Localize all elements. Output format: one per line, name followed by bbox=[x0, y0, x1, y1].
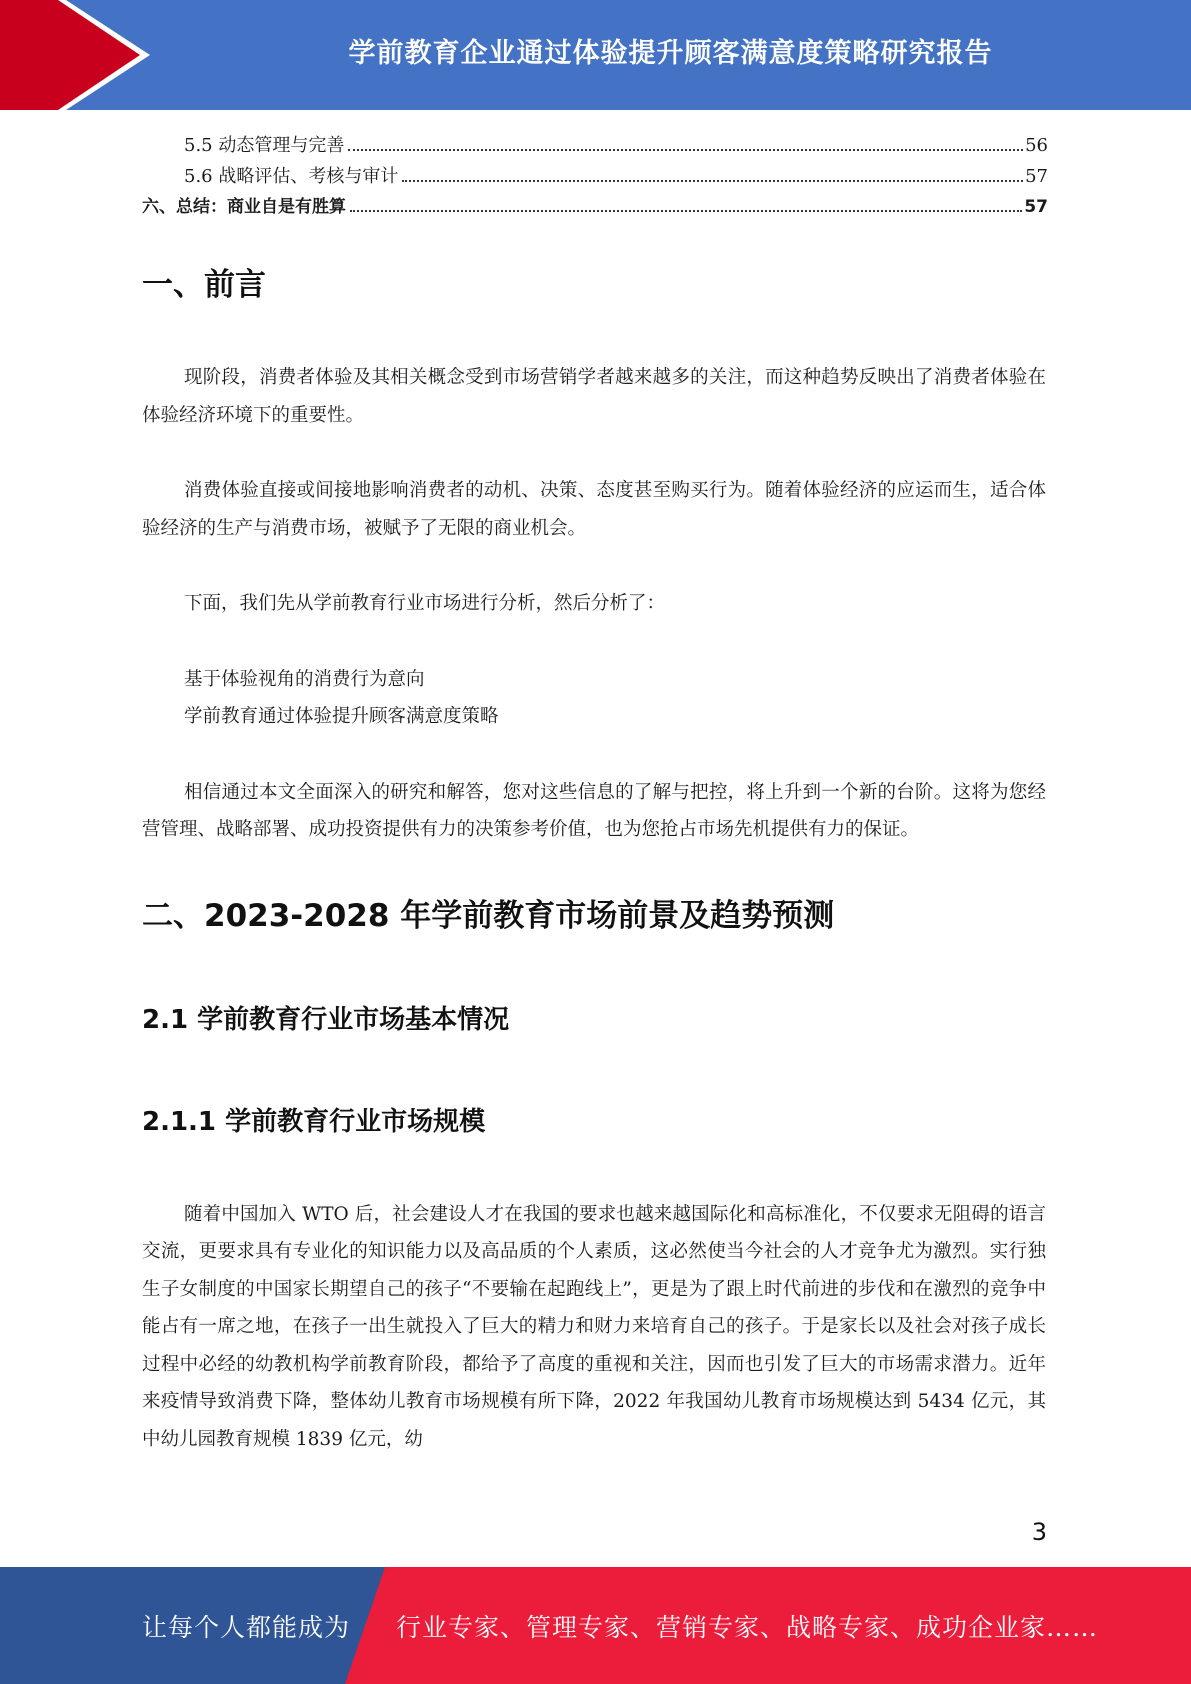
toc-item-page: 57 bbox=[1024, 197, 1048, 217]
paragraph: 消费体验直接或间接地影响消费者的动机、决策、态度甚至购买行为。随着体验经济的应运而生，适合体验经济的生产与消费市场，被赋予了无限的商业机会。 bbox=[142, 480, 1046, 539]
header-title: 学前教育企业通过体验提升顾客满意度策略研究报告 bbox=[348, 37, 993, 69]
toc-leader bbox=[348, 149, 1023, 151]
document-body bbox=[142, 255, 1046, 1458]
footer-slogan-left: 让每个人都能成为 bbox=[142, 1612, 351, 1642]
subsection-heading: 2.1.1 学前教育行业市场规模 bbox=[142, 1106, 486, 1137]
toc-item[interactable] bbox=[142, 192, 1048, 223]
toc-item-page: 57 bbox=[1025, 166, 1048, 187]
section-heading-preface: 一、前言 bbox=[142, 267, 266, 303]
list-item: 基于体验视角的消费行为意向 bbox=[184, 668, 425, 690]
subsection-heading: 2.1 学前教育行业市场基本情况 bbox=[142, 1004, 510, 1035]
toc-item[interactable] bbox=[142, 161, 1048, 192]
toc-item[interactable] bbox=[142, 130, 1048, 161]
toc-item-label: 六、总结：商业自是有胜算 bbox=[142, 197, 346, 217]
toc-leader bbox=[350, 210, 1022, 212]
page-header bbox=[0, 0, 1191, 110]
section-heading-market: 二、2023-2028 年学前教育市场前景及趋势预测 bbox=[142, 897, 835, 934]
paragraph: 下面，我们先从学前教育行业市场进行分析，然后分析了： bbox=[184, 593, 666, 614]
footer-slogan-right: 行业专家、管理专家、营销专家、战略专家、成功企业家…… bbox=[396, 1612, 1099, 1642]
page-footer bbox=[0, 1567, 1191, 1684]
paragraph: 现阶段，消费者体验及其相关概念受到市场营销学者越来越多的关注，而这种趋势反映出了消费者体验在体验经济环境下的重要性。 bbox=[142, 367, 1046, 426]
header-chevron-icon bbox=[0, 0, 160, 110]
toc-leader bbox=[402, 180, 1023, 182]
paragraph: 相信通过本文全面深入的研究和解答，您对这些信息的了解与把控，将上升到一个新的台阶。这将为您经营管理、战略部署、成功投资提供有力的决策参考价值，也为您抢占市场先机提供有力的保证。 bbox=[142, 781, 1046, 840]
toc-item-label: 5.6 战略评估、考核与审计 bbox=[184, 166, 399, 187]
list-item: 学前教育通过体验提升顾客满意度策略 bbox=[184, 706, 499, 727]
page-number: 3 bbox=[1031, 1518, 1047, 1546]
table-of-contents bbox=[142, 130, 1048, 223]
toc-item-page: 56 bbox=[1025, 135, 1048, 156]
paragraph: 随着中国加入 WTO 后，社会建设人才在我国的要求也越来越国际化和高标准化，不仅要求无阻碍的语言交流，更要求具有专业化的知识能力以及高品质的个人素质，这必然使当今社会的人才竞争尤为激烈。实行独生子女制度的中国家长期望自己的孩子“不要输在起跑线上”，更是为了跟上时代前进的步伐和在激烈的竞争中能占有一席之地，在孩子一出生就投入了巨大的精力和财力来培育自己的孩子。于是家长以及社会对孩子成长过程中必经的幼教机构学前教育阶段，都给予了高度的重视和关注，因而也引发了巨大的市场需求潜力。近年来疫情导致消费下降，整体幼儿教育市场规模有所下降，2022 年我国幼儿教育市场规模达到 5434 亿元，其中幼儿园教育规模 1839 亿元，幼 bbox=[142, 1203, 1046, 1450]
toc-item-label: 5.5 动态管理与完善 bbox=[184, 135, 345, 156]
